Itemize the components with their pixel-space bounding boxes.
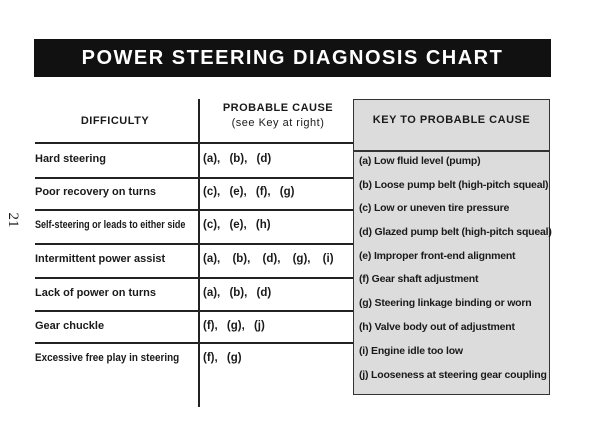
cause-cell: (f), (g), (j) (203, 320, 265, 332)
difficulty-cell: Poor recovery on turns (35, 186, 157, 198)
key-item: (j) Looseness at steering gear coupling (359, 369, 547, 381)
chart-title: POWER STEERING DIAGNOSIS CHART (34, 39, 551, 77)
header-rule (35, 142, 353, 144)
row-rule (35, 177, 353, 179)
key-title: KEY TO PROBABLE CAUSE (372, 114, 531, 126)
key-item: (h) Valve body out of adjustment (359, 321, 515, 333)
probable-cause-header-line2: (see Key at right) (231, 117, 325, 129)
cause-key-panel (353, 99, 550, 395)
key-item: (f) Gear shaft adjustment (359, 273, 479, 285)
difficulty-header: DIFFICULTY (80, 115, 150, 127)
key-title-rule (353, 150, 550, 152)
difficulty-cell: Self-steering or leads to either side (35, 219, 186, 231)
key-item: (b) Loose pump belt (high-pitch squeal) (359, 179, 549, 191)
key-item: (e) Improper front-end alignment (359, 250, 516, 262)
difficulty-cell: Gear chuckle (35, 320, 105, 332)
row-rule (35, 277, 353, 279)
cause-cell: (a), (b), (d), (g), (i) (203, 253, 334, 265)
difficulty-cell: Intermittent power assist (35, 253, 166, 265)
probable-cause-header-line1: PROBABLE CAUSE (222, 102, 334, 114)
probable-cause-header (203, 101, 353, 131)
cause-cell: (f), (g) (203, 352, 242, 364)
key-item: (a) Low fluid level (pump) (359, 155, 481, 167)
page-number: 21 (5, 212, 22, 228)
column-divider (198, 99, 200, 407)
cause-cell: (a), (b), (d) (203, 153, 272, 165)
key-item: (i) Engine idle too low (359, 345, 463, 357)
row-rule (35, 310, 353, 312)
cause-cell: (c), (e), (h) (203, 219, 271, 231)
row-rule (35, 342, 353, 344)
key-item: (d) Glazed pump belt (high-pitch squeal) (359, 226, 552, 238)
key-item: (g) Steering linkage binding or worn (359, 297, 532, 309)
difficulty-cell: Excessive free play in steering (35, 352, 180, 364)
difficulty-cell: Lack of power on turns (35, 287, 157, 299)
cause-cell: (c), (e), (f), (g) (203, 186, 295, 198)
difficulty-cell: Hard steering (35, 153, 106, 165)
row-rule (35, 243, 353, 245)
row-rule (35, 209, 353, 211)
key-item: (c) Low or uneven tire pressure (359, 202, 510, 214)
cause-cell: (a), (b), (d) (203, 287, 272, 299)
